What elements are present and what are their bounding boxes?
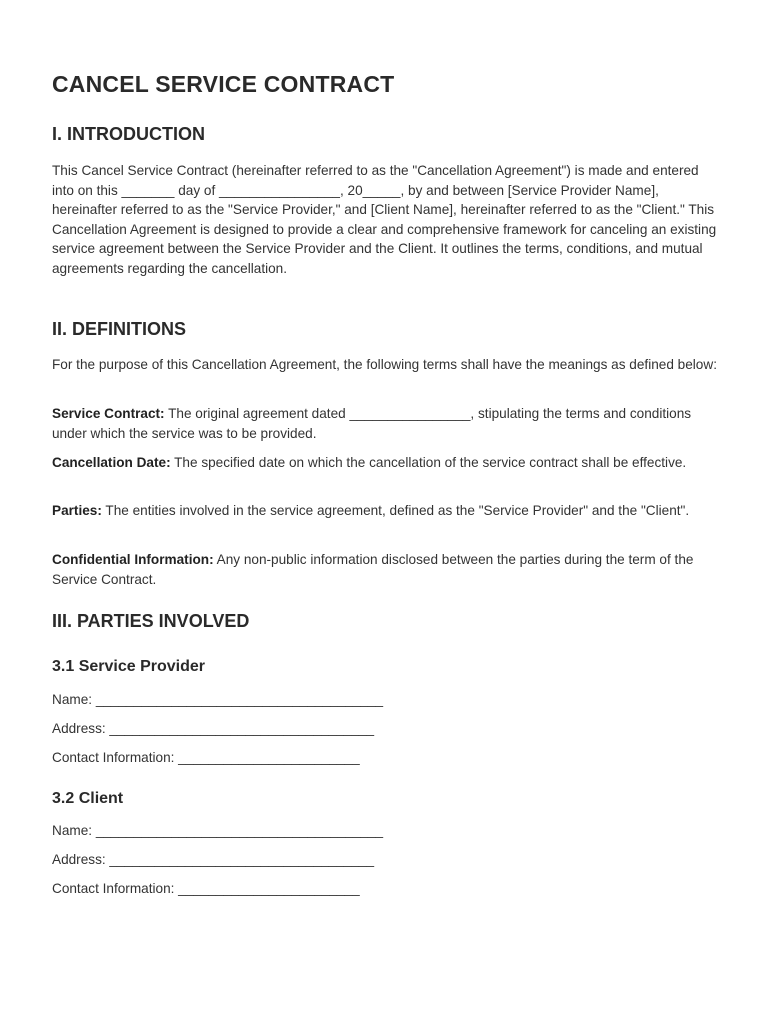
definition-term: Cancellation Date: <box>52 455 171 470</box>
service-provider-contact-field: Contact Information: ________________________ <box>52 750 360 765</box>
definition-term: Confidential Information: <box>52 552 214 567</box>
introduction-paragraph: This Cancel Service Contract (hereinafter referred to as the "Cancellation Agreement") is made and entered into on this _______ day of ________________, 20_____, by and between [Service Provider Name], hereinafter referred to as the "Service Provider," and [Client Name], hereinafter referred to as the "Client." This Cancellation Agreement is designed to provide a clear and comprehensive framework for canceling an existing service agreement between the Service Provider and the Client. It outlines the terms, conditions, and mutual agreements regarding the cancellation. <box>52 163 717 276</box>
definitions-heading: II. DEFINITIONS <box>52 319 187 339</box>
definition-term: Parties: <box>52 503 102 518</box>
document-title: CANCEL SERVICE CONTRACT <box>52 71 395 97</box>
definition-cancellation-date <box>52 453 722 473</box>
definition-text: The specified date on which the cancellation of the service contract shall be effective. <box>170 455 687 470</box>
definitions-intro: For the purpose of this Cancellation Agreement, the following terms shall have the meanings as defined below: <box>52 357 717 372</box>
service-provider-name-field: Name: ______________________________________ <box>52 692 384 707</box>
client-heading: 3.2 Client <box>52 790 124 807</box>
definition-text: Any non-public information disclosed between the parties during the term of the Service Contract. <box>52 552 694 587</box>
definition-parties <box>52 501 722 521</box>
definition-service-contract <box>52 404 722 443</box>
client-name-field: Name: ______________________________________ <box>52 823 384 838</box>
definition-text: The entities involved in the service agreement, defined as the "Service Provider" and the "Client". <box>101 503 690 518</box>
client-contact-field: Contact Information: ________________________ <box>52 881 360 896</box>
definition-text: The original agreement dated ________________, stipulating the terms and conditions under which the service was to be provided. <box>52 406 692 441</box>
definition-term: Service Contract: <box>52 406 165 421</box>
client-address-field: Address: ___________________________________ <box>52 852 375 867</box>
service-provider-address-field: Address: ___________________________________ <box>52 721 375 736</box>
introduction-heading: I. INTRODUCTION <box>52 124 205 144</box>
parties-heading: III. PARTIES INVOLVED <box>52 611 250 631</box>
definition-confidential-information <box>52 550 722 589</box>
service-provider-heading: 3.1 Service Provider <box>52 658 205 675</box>
